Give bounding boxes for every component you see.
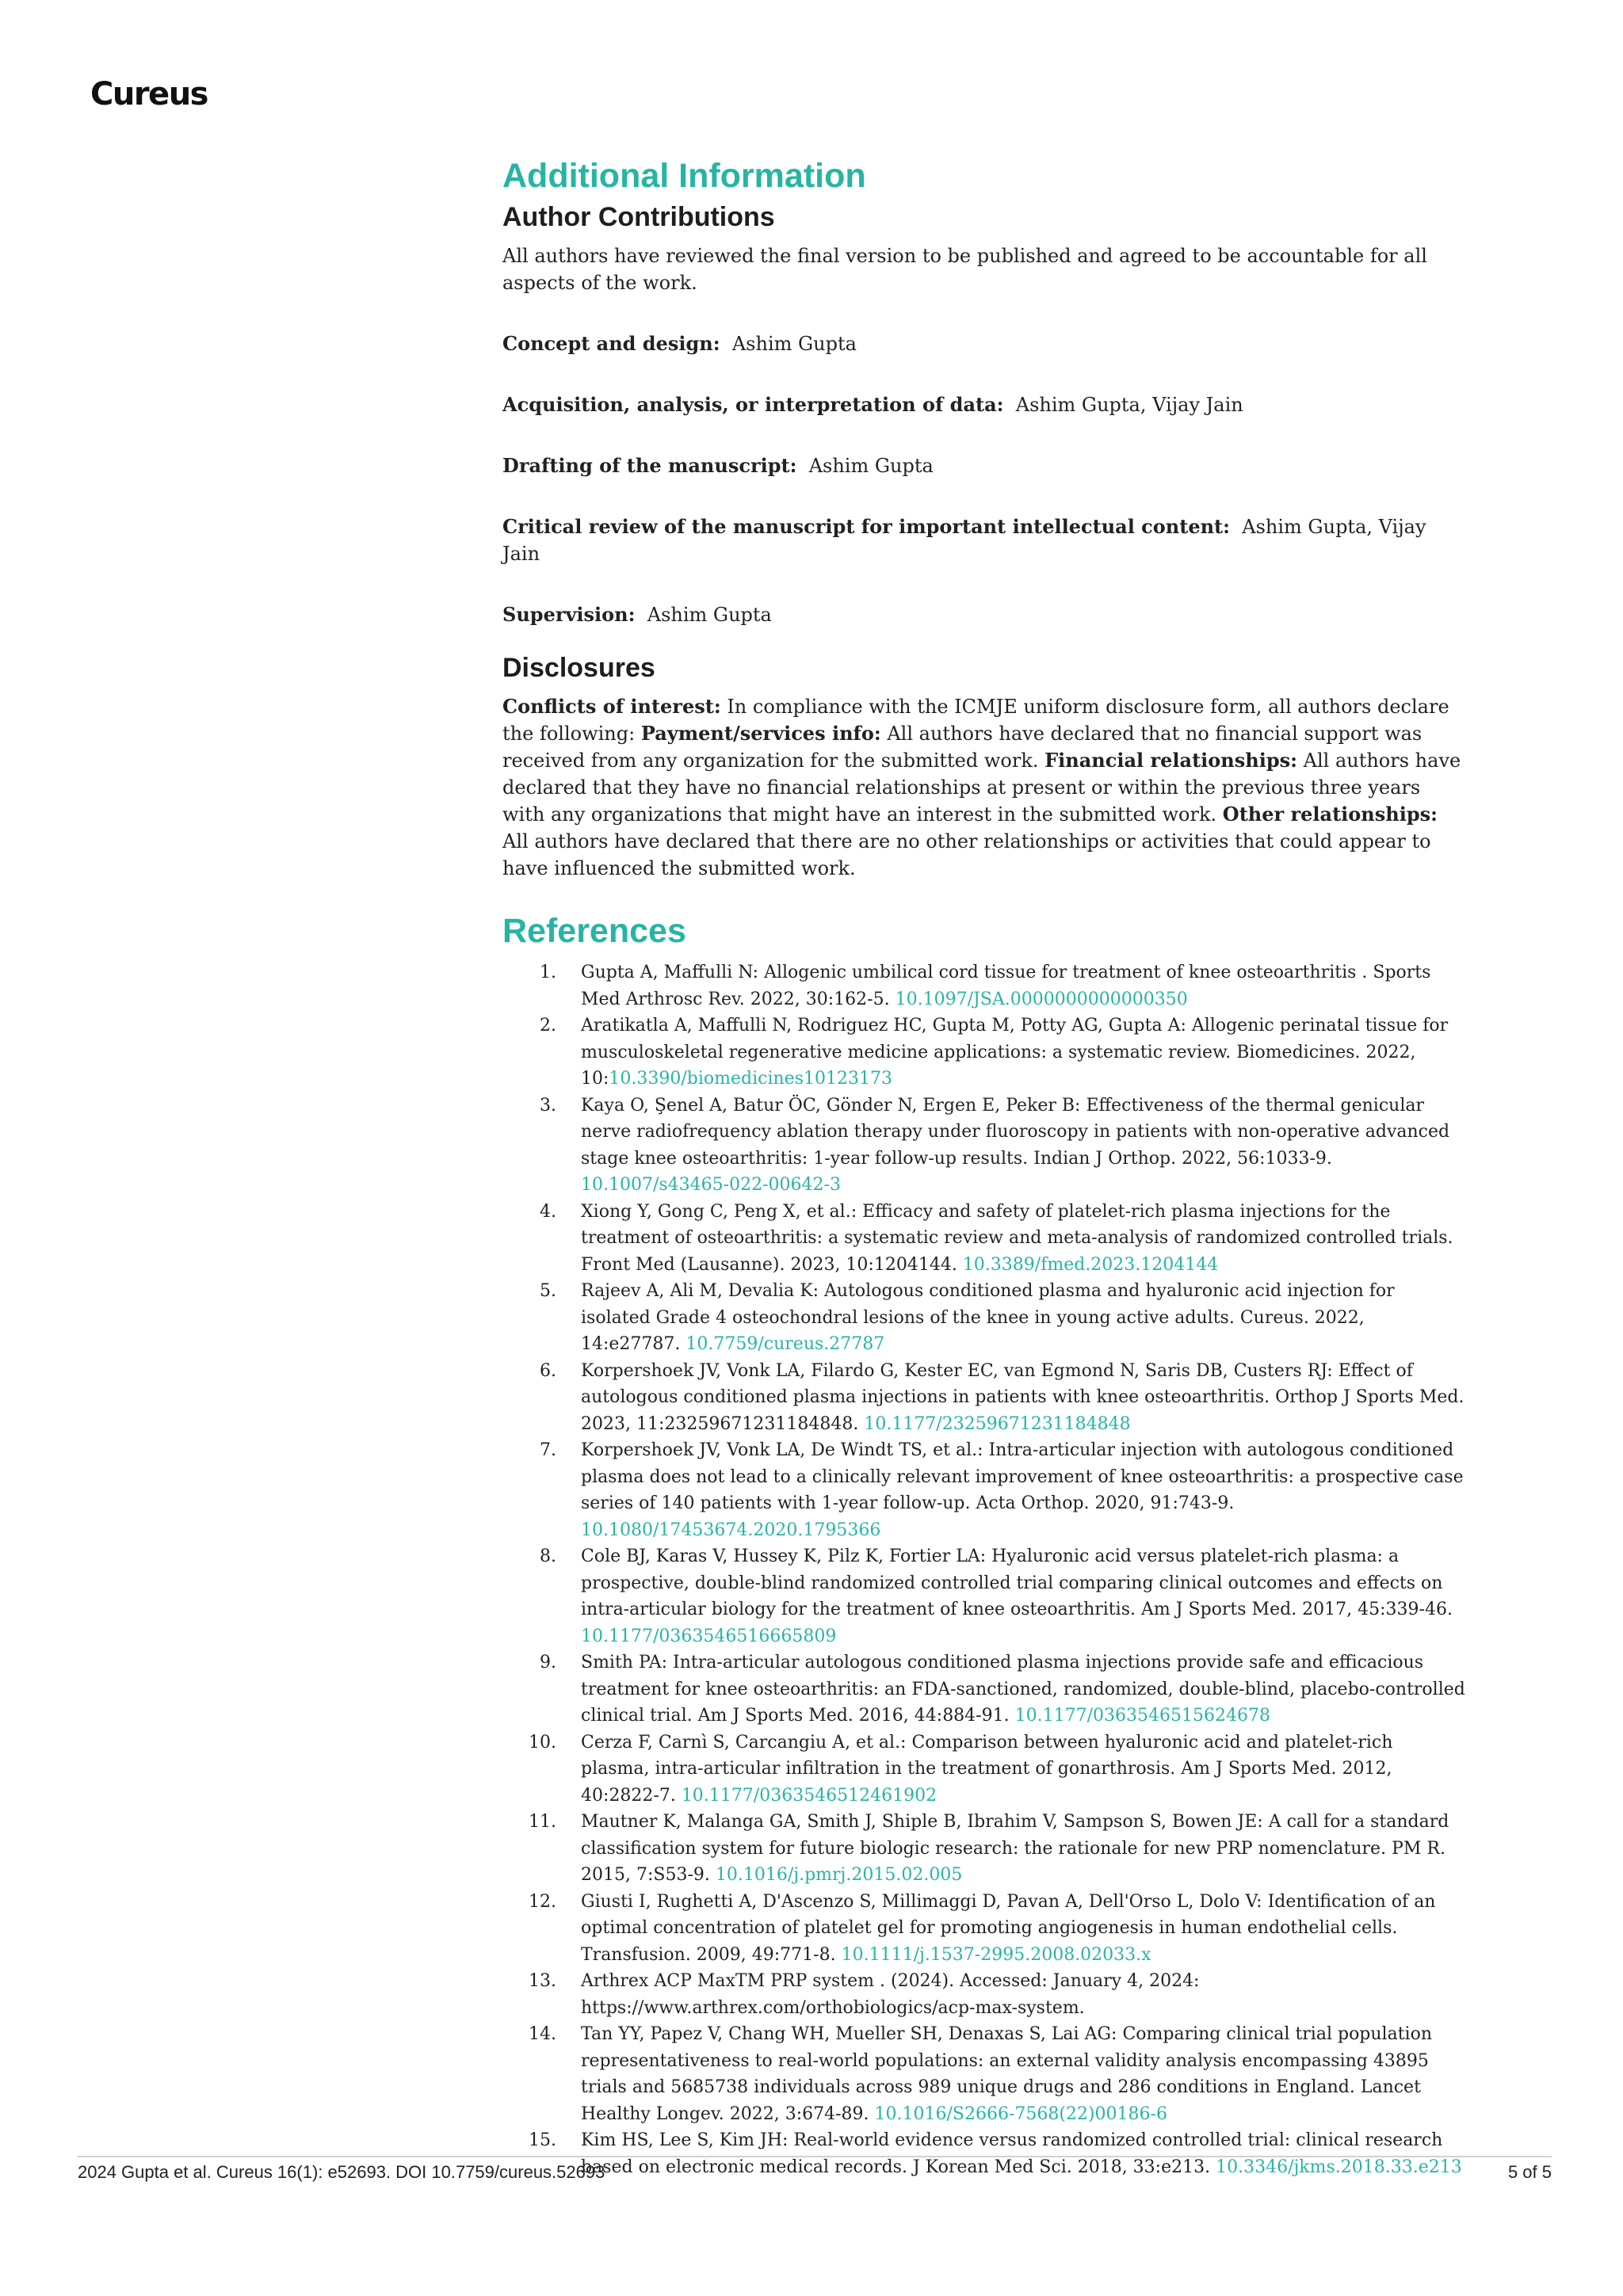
contribution-label: Supervision:	[502, 603, 636, 626]
reference-number: 12.	[529, 1891, 556, 1912]
other-text: All authors have declared that there are no other relationships or activities that could appear to have influenced the submitted work.	[502, 830, 1431, 879]
reference-item	[502, 1093, 1465, 1199]
contribution-critical-review	[502, 513, 1465, 567]
reference-doi-link[interactable]: 10.1080/17453674.2020.1795366	[581, 1520, 881, 1540]
reference-text: Arthrex ACP MaxTM PRP system . (2024). Accessed: January 4, 2024: https://www.arthrex.com/orthobiologics/acp-max-system.	[581, 1971, 1200, 2018]
footer-page-number: 5 of 5	[1507, 2162, 1552, 2182]
reference-number: 2.	[540, 1016, 556, 1035]
reference-number: 6.	[540, 1360, 556, 1381]
reference-text: Korpershoek JV, Vonk LA, Filardo G, Kester EC, van Egmond N, Saris DB, Custers RJ: Effect of autologous conditioned plasma injections in patients with knee osteoarthritis. Orthop J Sports Med. 2023, 11:23259671231184848.	[581, 1360, 1465, 1434]
reference-doi-link[interactable]: 10.1177/0363546512461902	[681, 1785, 938, 1806]
reference-doi-link[interactable]: 10.1016/S2666-7568(22)00186-6	[874, 2103, 1167, 2124]
reference-number: 10.	[529, 1732, 556, 1753]
reference-item	[502, 1278, 1465, 1358]
additional-information-heading: Additional Information	[502, 157, 866, 195]
reference-doi-link[interactable]: 10.1177/23259671231184848	[864, 1413, 1131, 1434]
reference-item	[502, 959, 1465, 1013]
reference-text: Cerza F, Carnì S, Carcangiu A, et al.: Comparison between hyaluronic acid and platelet-rich plasma, intra-articular infiltration in the treatment of gonarthrosis. Am J Sports Med. 2012, 40:2822-7.	[581, 1732, 1393, 1806]
reference-number: 1.	[540, 963, 556, 982]
reference-number: 11.	[529, 1812, 556, 1832]
disclosures-text	[502, 693, 1465, 882]
contribution-label: Concept and design:	[502, 332, 720, 355]
payment-label: Payment/services info:	[640, 722, 881, 745]
reference-text: Tan YY, Papez V, Chang WH, Mueller SH, Denaxas S, Lai AG: Comparing clinical trial population representativeness to real-world populations: an external validity analysis encompassing 43895 trials and 5685738 individuals across 989 unique drugs and 286 conditions in England. Lancet Healthy Longev. 2022, 3:674-89.	[581, 2024, 1433, 2124]
references-heading: References	[502, 912, 686, 950]
contribution-value: Ashim Gupta, Vijay Jain	[502, 516, 1426, 565]
reference-text: Smith PA: Intra-articular autologous conditioned plasma injections provide safe and efficacious treatment for knee osteoarthritis: an FDA-sanctioned, randomized, double-blind, placebo-controlled clinical trial. Am J Sports Med. 2016, 44:884-91.	[581, 1653, 1465, 1726]
author-contributions-heading: Author Contributions	[502, 202, 775, 232]
reference-doi-link[interactable]: 10.1177/0363546515624678	[1014, 1706, 1270, 1726]
reference-item	[502, 1889, 1465, 1969]
financial-label: Financial relationships:	[1044, 749, 1297, 772]
contribution-value: Ashim Gupta, Vijay Jain	[1015, 394, 1243, 416]
contribution-acquisition	[502, 391, 1465, 418]
reference-doi-link[interactable]: 10.3389/fmed.2023.1204144	[962, 1254, 1219, 1275]
reference-item	[502, 2021, 1465, 2127]
footer-citation: 2024 Gupta et al. Cureus 16(1): e52693. DOI 10.7759/cureus.52693	[78, 2162, 605, 2182]
reference-number: 14.	[529, 2024, 556, 2044]
reference-doi-link[interactable]: 10.7759/cureus.27787	[685, 1334, 885, 1354]
contribution-concept	[502, 330, 1465, 357]
coi-label: Conflicts of interest:	[502, 695, 721, 718]
disclosures-heading: Disclosures	[502, 653, 655, 683]
reference-doi-link[interactable]: 10.1007/s43465-022-00642-3	[581, 1175, 841, 1195]
reference-text: Giusti I, Rughetti A, D'Ascenzo S, Millimaggi D, Pavan A, Dell'Orso L, Dolo V: Identification of an optimal concentration of platelet gel for promoting angiogenesis in human endothelial cells. Transfusion. 2009, 49:771-8.	[581, 1891, 1436, 1965]
reference-number: 7.	[540, 1440, 556, 1460]
reference-item	[502, 1968, 1465, 2021]
reference-doi-link[interactable]: 10.1016/j.pmrj.2015.02.005	[715, 1865, 963, 1885]
coi-text: In compliance with the ICMJE uniform disclosure form, all authors declare the following:	[502, 696, 1449, 745]
reference-number: 3.	[540, 1095, 556, 1116]
contribution-value: Ashim Gupta	[647, 604, 772, 626]
reference-doi-link[interactable]: 10.3346/jkms.2018.33.e213	[1216, 2157, 1462, 2177]
reference-doi-link[interactable]: 10.3390/biomedicines10123173	[609, 1069, 892, 1089]
reference-item	[502, 1543, 1465, 1650]
page-content	[502, 155, 1465, 2180]
reference-number: 13.	[529, 1971, 556, 1991]
reference-text: Rajeev A, Ali M, Devalia K: Autologous conditioned plasma and hyaluronic acid injection for isolated Grade 4 osteochondral lesions of the knee in young active adults. Cureus. 2022, 14:e27787.	[581, 1281, 1395, 1354]
other-label: Other relationships:	[1222, 803, 1438, 826]
reference-item	[502, 1809, 1465, 1889]
reference-item	[502, 1013, 1465, 1093]
footer-divider	[78, 2156, 1552, 2157]
reference-item	[502, 1358, 1465, 1438]
reference-number: 9.	[540, 1653, 556, 1672]
contribution-label: Critical review of the manuscript for important intellectual content:	[502, 515, 1230, 538]
reference-doi-link[interactable]: 10.1097/JSA.0000000000000350	[895, 989, 1188, 1009]
references-list	[502, 959, 1465, 2180]
reference-item	[502, 1199, 1465, 1279]
cureus-logo: Cureus	[90, 76, 208, 113]
contribution-label: Acquisition, analysis, or interpretation of data:	[502, 393, 1004, 416]
reference-number: 15.	[529, 2130, 556, 2150]
reference-text: Kaya O, Şenel A, Batur ÖC, Gönder N, Ergen E, Peker B: Effectiveness of the thermal genicular nerve radiofrequency ablation therapy under fluoroscopy in patients with non-operative advanced stage knee osteoarthritis: 1-year follow-up results. Indian J Orthop. 2022, 56:1033-9.	[581, 1095, 1450, 1169]
contribution-drafting	[502, 452, 1465, 479]
reference-item	[502, 1650, 1465, 1730]
author-contributions-intro: All authors have reviewed the final version to be published and agreed to be accountable for all aspects of the work.	[502, 245, 1427, 294]
reference-doi-link[interactable]: 10.1111/j.1537-2995.2008.02033.x	[841, 1944, 1151, 1965]
contribution-value: Ashim Gupta	[808, 455, 934, 477]
reference-text: Xiong Y, Gong C, Peng X, et al.: Efficacy and safety of platelet-rich plasma injections for the treatment of osteoarthritis: a systematic review and meta-analysis of randomized controlled trials. Front Med (Lausanne). 2023, 10:1204144.	[581, 1201, 1453, 1275]
reference-item	[502, 2127, 1465, 2180]
contribution-label: Drafting of the manuscript:	[502, 454, 797, 477]
reference-item	[502, 1730, 1465, 1810]
reference-text: Mautner K, Malanga GA, Smith J, Shiple B, Ibrahim V, Sampson S, Bowen JE: A call for a standard classification system for future biologic research: the rationale for new PRP nomenclature. PM R. 2015, 7:S53-9.	[581, 1812, 1449, 1885]
reference-number: 4.	[540, 1201, 556, 1222]
reference-item	[502, 1437, 1465, 1543]
payment-text: All authors have declared that no financial support was received from any organization for the submitted work.	[502, 723, 1423, 772]
reference-text: Korpershoek JV, Vonk LA, De Windt TS, et al.: Intra-articular injection with autologous conditioned plasma does not lead to a clinically relevant improvement of knee osteoarthritis: a prospective case series of 140 patients with 1-year follow-up. Acta Orthop. 2020, 91:743-9.	[581, 1440, 1464, 1513]
contribution-supervision	[502, 601, 1465, 628]
reference-text: Kim HS, Lee S, Kim JH: Real-world evidence versus randomized controlled trial: clinical research based on electronic medical records. J Korean Med Sci. 2018, 33:e213.	[581, 2130, 1443, 2177]
financial-text: All authors have declared that they have no financial relationships at present or within the previous three years with any organizations that might have an interest in the submitted work.	[502, 749, 1461, 826]
reference-text: Aratikatla A, Maffulli N, Rodriguez HC, Gupta M, Potty AG, Gupta A: Allogenic perinatal tissue for musculoskeletal regenerative medicine applications: a systematic review. Biomedicines. 2022, 10:	[581, 1016, 1449, 1089]
contribution-value: Ashim Gupta	[731, 333, 857, 355]
reference-text: Cole BJ, Karas V, Hussey K, Pilz K, Fortier LA: Hyaluronic acid versus platelet-rich plasma: a prospective, double-blind randomized controlled trial comparing clinical outcomes and effects on intra-articular biology for the treatment of knee osteoarthritis. Am J Sports Med. 2017, 45:339-46.	[581, 1547, 1453, 1619]
reference-text: Gupta A, Maffulli N: Allogenic umbilical cord tissue for treatment of knee osteoarthritis . Sports Med Arthrosc Rev. 2022, 30:162-5.	[581, 963, 1431, 1009]
reference-number: 8.	[540, 1547, 556, 1566]
reference-doi-link[interactable]: 10.1177/0363546516665809	[581, 1626, 837, 1646]
reference-number: 5.	[540, 1281, 556, 1301]
